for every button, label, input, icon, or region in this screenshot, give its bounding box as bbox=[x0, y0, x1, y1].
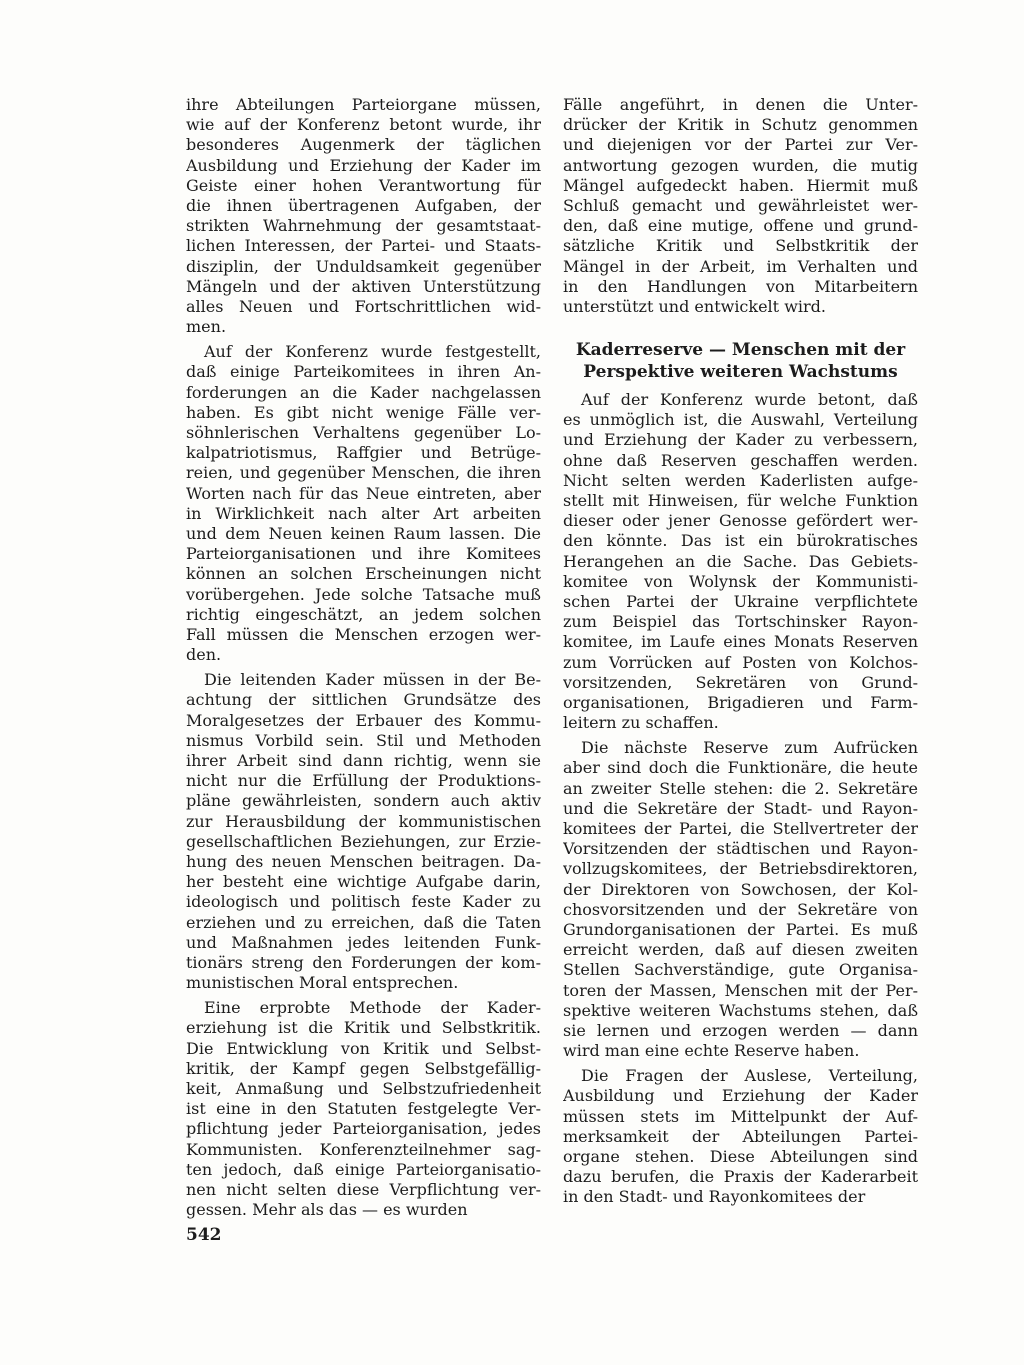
paragraph bbox=[563, 95, 918, 317]
text-line: Die Fragen der Auslese, Verteilung, bbox=[581, 1066, 918, 1086]
paragraph bbox=[186, 998, 541, 1220]
section-heading bbox=[563, 339, 918, 383]
text-line: den, daß eine mutige, offene und grund- bbox=[563, 216, 918, 236]
text-line: in den Stadt- und Rayonkomitees der bbox=[563, 1187, 866, 1207]
text-line: zur Herausbildung der kommunistischen bbox=[186, 811, 541, 831]
text-line: Auf der Konferenz wurde betont, daß bbox=[581, 390, 918, 410]
left-column bbox=[186, 95, 541, 1225]
text-line: Ausbildung und Erziehung der Kader im bbox=[186, 155, 541, 175]
text-line: antwortung gezogen wurden, die mutig bbox=[563, 155, 918, 175]
text-line: ihre Abteilungen Parteiorgane müssen, bbox=[186, 95, 541, 114]
text-line: keit, Anmaßung und Selbstzufriedenheit bbox=[186, 1079, 541, 1098]
text-line: Mängel aufgedeckt haben. Hiermit muß bbox=[563, 175, 918, 195]
paragraph bbox=[563, 390, 918, 733]
text-line: Moralgesetzes der Erbauer des Kommu- bbox=[186, 710, 541, 730]
text-line: erreicht werden, daß auf diesen zweiten bbox=[563, 940, 918, 960]
text-line: hung des neuen Menschen beitragen. Da- bbox=[186, 851, 541, 871]
text-line: vorübergehen. Jede solche Tatsache muß bbox=[186, 584, 541, 604]
text-line: in Wirklichkeit nach alter Art arbeiten bbox=[186, 503, 541, 523]
text-line: toren der Massen, Menschen mit der Per- bbox=[563, 980, 918, 1000]
text-line: Nicht selten werden Kaderlisten aufge- bbox=[563, 470, 918, 490]
right-column bbox=[563, 95, 918, 1213]
page-number: 542 bbox=[186, 1225, 222, 1245]
text-line: vorsitzenden, Sekretären von Grund- bbox=[563, 672, 918, 692]
text-line: Schluß gemacht und gewährleistet wer- bbox=[563, 195, 918, 215]
text-line: men. bbox=[186, 317, 227, 337]
text-line: forderungen an die Kader nachgelassen bbox=[186, 382, 541, 402]
text-line: gessen. Mehr als das — es wurden bbox=[186, 1200, 468, 1220]
text-line: Auf der Konferenz wurde festgestellt, bbox=[204, 342, 541, 362]
text-line: Mängel in der Arbeit, im Verhalten und bbox=[563, 256, 918, 276]
text-line: strikten Wahrnehmung der gesamtstaat- bbox=[186, 216, 541, 236]
text-line: Worten nach für das Neue eintreten, aber bbox=[186, 483, 541, 503]
text-line: Mängeln und der aktiven Unterstützung bbox=[186, 276, 541, 296]
text-line: Ausbildung und Erziehung der Kader bbox=[563, 1086, 918, 1106]
text-line: nicht nur die Erfüllung der Produktions- bbox=[186, 771, 541, 791]
text-line: spektive weiteren Wachstums stehen, daß bbox=[563, 1000, 918, 1020]
text-line: dieser oder jener Genosse gefördert wer- bbox=[563, 511, 918, 531]
text-line: Herangehen an die Sache. Das Gebiets- bbox=[563, 551, 918, 571]
text-line: unterstützt und entwickelt wird. bbox=[563, 296, 826, 316]
text-line: Die nächste Reserve zum Aufrücken bbox=[581, 738, 918, 758]
text-line: und die Sekretäre der Stadt- und Rayon- bbox=[563, 798, 918, 818]
text-line: drücker der Kritik in Schutz genommen bbox=[563, 115, 918, 135]
text-line: Fall müssen die Menschen erzogen wer- bbox=[186, 624, 541, 644]
text-line: söhnlerischen Verhaltens gegenüber Lo- bbox=[186, 423, 541, 442]
text-line: leitern zu schaffen. bbox=[563, 713, 719, 733]
text-line: reien, und gegenüber Menschen, die ihren bbox=[186, 463, 541, 483]
section-heading-line-1: Kaderreserve — Menschen mit der bbox=[575, 340, 906, 361]
text-line: chosvorsitzenden und der Sekretäre von bbox=[563, 899, 918, 919]
text-line: organisationen, Brigadieren und Farm- bbox=[563, 692, 918, 712]
text-line: können an solchen Erscheinungen nicht bbox=[186, 564, 541, 584]
text-line: ihrer Arbeit sind dann richtig, wenn sie bbox=[186, 751, 541, 770]
text-line: ten jedoch, daß einige Parteiorganisatio- bbox=[186, 1159, 541, 1179]
text-line: tionärs streng den Forderungen der kom- bbox=[186, 952, 541, 972]
text-line: Die Entwicklung von Kritik und Selbst- bbox=[186, 1038, 541, 1058]
text-line: disziplin, der Unduldsamkeit gegenüber bbox=[186, 256, 541, 276]
text-line: sätzliche Kritik und Selbstkritik der bbox=[563, 236, 918, 256]
text-line: wird man eine echte Reserve haben. bbox=[563, 1041, 860, 1061]
text-line: in den Handlungen von Mitarbeitern bbox=[563, 276, 918, 296]
text-line: stellt mit Hinweisen, für welche Funktion bbox=[563, 491, 918, 510]
text-line: Grundorganisationen der Partei. Es muß bbox=[563, 919, 918, 939]
text-line: sie lernen und erzogen werden — dann bbox=[563, 1020, 918, 1040]
text-line: Stellen Sachverständige, gute Organisa- bbox=[563, 960, 918, 980]
text-line: Eine erprobte Methode der Kader- bbox=[204, 998, 541, 1018]
text-line: komitee, im Laufe eines Monats Reserven bbox=[563, 632, 918, 652]
text-line: munistischen Moral entsprechen. bbox=[186, 973, 459, 993]
text-line: pläne gewährleisten, sondern auch aktiv bbox=[186, 791, 541, 811]
text-line: Kommunisten. Konferenzteilnehmer sag- bbox=[186, 1139, 541, 1159]
text-line: ideologisch und politisch feste Kader zu bbox=[186, 892, 541, 912]
text-line: dazu berufen, die Praxis der Kaderarbeit bbox=[563, 1167, 918, 1187]
paragraph bbox=[186, 95, 541, 337]
text-line: und Erziehung der Kader zu verbessern, bbox=[563, 430, 918, 450]
text-line: Fälle angeführt, in denen die Unter- bbox=[563, 95, 918, 114]
right-intro-paragraph bbox=[563, 95, 918, 317]
text-line: Geiste einer hohen Verantwortung für bbox=[186, 175, 541, 195]
text-line: alles Neuen und Fortschrittlichen wid- bbox=[186, 296, 541, 316]
paragraph bbox=[186, 342, 541, 665]
text-line: haben. Es gibt nicht wenige Fälle ver- bbox=[186, 402, 541, 422]
text-line: zum Vorrücken auf Posten von Kolchos- bbox=[563, 652, 918, 672]
text-line: kalpatriotismus, Raffgier und Betrüge- bbox=[186, 443, 541, 463]
text-line: an zweiter Stelle stehen: die 2. Sekretäre bbox=[563, 778, 918, 798]
text-line: merksamkeit der Abteilungen Partei- bbox=[563, 1126, 918, 1146]
text-line: Vorsitzenden der städtischen und Rayon- bbox=[563, 839, 918, 859]
text-line: den. bbox=[186, 645, 222, 665]
text-line: komitee von Wolynsk der Kommunisti- bbox=[563, 571, 918, 591]
text-line: aber sind doch die Funktionäre, die heute bbox=[563, 758, 918, 778]
text-line: nismus Vorbild sein. Stil und Methoden bbox=[186, 730, 541, 750]
text-line: richtig eingeschätzt, an jedem solchen bbox=[186, 604, 541, 624]
text-line: und Maßnahmen jedes leitenden Funk- bbox=[186, 932, 541, 952]
section-heading-line-2: Perspektive weiteren Wachstums bbox=[583, 362, 898, 383]
text-line: gesellschaftlichen Beziehungen, zur Erzie- bbox=[186, 831, 541, 851]
text-line: die ihnen übertragenen Aufgaben, der bbox=[186, 195, 541, 215]
paragraph bbox=[563, 738, 918, 1061]
text-line: und diejenigen vor der Partei zur Ver- bbox=[563, 135, 918, 155]
right-body bbox=[563, 390, 918, 1208]
paragraph bbox=[186, 670, 541, 993]
text-line: den könnte. Das ist ein bürokratisches bbox=[563, 531, 918, 551]
text-line: ohne daß Reserven geschaffen werden. bbox=[563, 450, 918, 470]
text-line: organe stehen. Diese Abteilungen sind bbox=[563, 1147, 918, 1166]
text-line: besonderes Augenmerk der täglichen bbox=[186, 135, 541, 155]
text-line: schen Partei der Ukraine verpflichtete bbox=[563, 591, 918, 611]
text-line: erziehen und zu erreichen, daß die Taten bbox=[186, 912, 541, 932]
text-line: wie auf der Konferenz betont wurde, ihr bbox=[186, 115, 541, 135]
text-line: der Direktoren von Sowchosen, der Kol- bbox=[563, 879, 918, 899]
text-line: und dem Neuen keinen Raum lassen. Die bbox=[186, 523, 541, 543]
text-line: zum Beispiel das Tortschinsker Rayon- bbox=[563, 612, 918, 632]
text-line: nen nicht selten diese Verpflichtung ver- bbox=[186, 1179, 541, 1199]
text-line: Parteiorganisationen und ihre Komitees bbox=[186, 544, 541, 564]
text-line: Die leitenden Kader müssen in der Be- bbox=[204, 670, 541, 690]
text-line: es unmöglich ist, die Auswahl, Verteilung bbox=[563, 410, 918, 430]
paragraph bbox=[563, 1066, 918, 1207]
text-line: kritik, der Kampf gegen Selbstgefällig- bbox=[186, 1058, 541, 1078]
text-line: pflichtung jeder Parteiorganisation, jedes bbox=[186, 1119, 541, 1139]
text-line: erziehung ist die Kritik und Selbstkritik. bbox=[186, 1018, 541, 1038]
text-line: ist eine in den Statuten festgelegte Ver- bbox=[186, 1099, 541, 1119]
text-line: her besteht eine wichtige Aufgabe darin, bbox=[186, 872, 541, 892]
text-line: lichen Interessen, der Partei- und Staats- bbox=[186, 236, 541, 256]
text-line: müssen stets im Mittelpunkt der Auf- bbox=[563, 1106, 918, 1126]
text-line: achtung der sittlichen Grundsätze des bbox=[186, 690, 541, 710]
text-line: vollzugskomitees, der Betriebsdirektoren, bbox=[563, 859, 918, 879]
text-line: komitees der Partei, die Stellvertreter der bbox=[563, 819, 918, 838]
text-line: daß einige Parteikomitees in ihren An- bbox=[186, 362, 541, 382]
